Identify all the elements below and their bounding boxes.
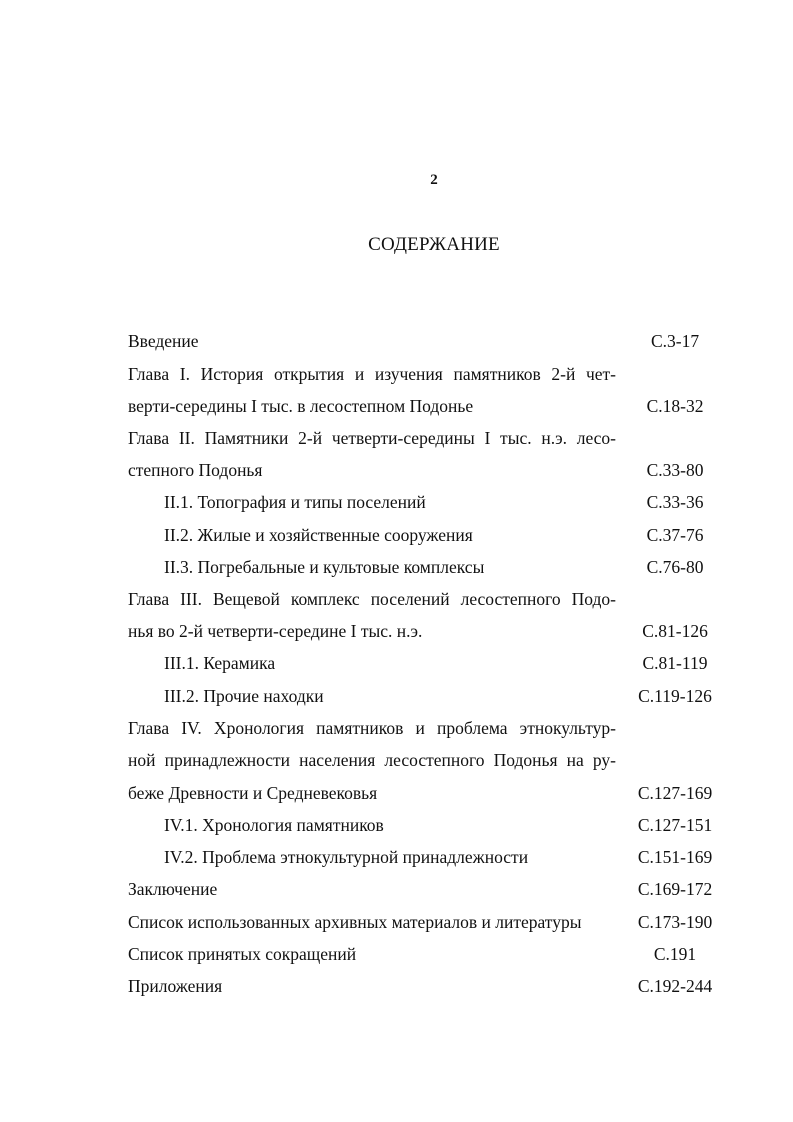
toc-chapter3-pages: С.81-126 bbox=[642, 621, 708, 641]
toc-introduction: Введение bbox=[128, 331, 199, 351]
toc-conclusion: Заключение bbox=[128, 879, 218, 899]
toc-appendices-pages: С.192-244 bbox=[637, 976, 713, 996]
toc-section-2-2: II.2. Жилые и хозяйственные сооружения bbox=[164, 525, 473, 545]
toc-section-2-3-pages: С.76-80 bbox=[646, 557, 704, 577]
toc-abbreviations-pages: С.191 bbox=[653, 944, 697, 964]
toc-section-3-2: III.2. Прочие находки bbox=[164, 686, 324, 706]
toc-section-2-3: II.3. Погребальные и культовые комплексы bbox=[164, 557, 485, 577]
page-number: 2 bbox=[430, 172, 438, 188]
toc-abbreviations: Список принятых сокращений bbox=[128, 944, 357, 964]
toc-section-4-1-pages: С.127-151 bbox=[637, 815, 713, 835]
toc-section-2-1-pages: С.33-36 bbox=[646, 492, 704, 512]
toc-section-3-1-pages: С.81-119 bbox=[642, 653, 708, 673]
toc-chapter4-line3: беже Древности и Средневековья bbox=[128, 783, 378, 803]
toc-chapter4-line2: ной принадлежности населения лесостепного Подонья на ру- bbox=[128, 750, 616, 770]
toc-chapter3-line2: нья во 2-й четверти-середине I тыс. н.э. bbox=[128, 621, 423, 641]
toc-sources: Список использованных архивных материалов и литературы bbox=[128, 912, 582, 932]
toc-chapter2-line2: степного Подонья bbox=[128, 460, 263, 480]
toc-conclusion-pages: С.169-172 bbox=[637, 879, 713, 899]
toc-chapter1-pages: С.18-32 bbox=[646, 396, 704, 416]
toc-section-2-2-pages: С.37-76 bbox=[646, 525, 704, 545]
toc-chapter4-pages: С.127-169 bbox=[637, 783, 713, 803]
toc-section-3-2-pages: С.119-126 bbox=[638, 686, 712, 706]
toc-section-4-2-pages: С.151-169 bbox=[637, 847, 713, 867]
toc-section-4-2: IV.2. Проблема этнокультурной принадлежности bbox=[164, 847, 529, 867]
toc-chapter1-line2: верти-середины I тыс. в лесостепном Подонье bbox=[128, 396, 474, 416]
toc-section-3-1: III.1. Керамика bbox=[164, 653, 276, 673]
toc-sources-pages: С.173-190 bbox=[637, 912, 713, 932]
toc-appendices: Приложения bbox=[128, 976, 223, 996]
toc-introduction-pages: С.3-17 bbox=[650, 331, 700, 351]
toc-section-4-1: IV.1. Хронология памятников bbox=[164, 815, 384, 835]
toc-chapter2-pages: С.33-80 bbox=[646, 460, 704, 480]
toc-chapter2-line1: Глава II. Памятники 2-й четверти-середины I тыс. н.э. лесо- bbox=[128, 428, 616, 448]
toc-chapter3-line1: Глава III. Вещевой комплекс поселений лесостепного Подо- bbox=[128, 589, 616, 609]
page-title: СОДЕРЖАНИЕ bbox=[368, 234, 500, 255]
toc-section-2-1: II.1. Топография и типы поселений bbox=[164, 492, 426, 512]
toc-chapter1-line1: Глава I. История открытия и изучения памятников 2-й чет- bbox=[128, 364, 616, 384]
toc-chapter4-line1: Глава IV. Хронология памятников и проблема этнокультур- bbox=[128, 718, 616, 738]
